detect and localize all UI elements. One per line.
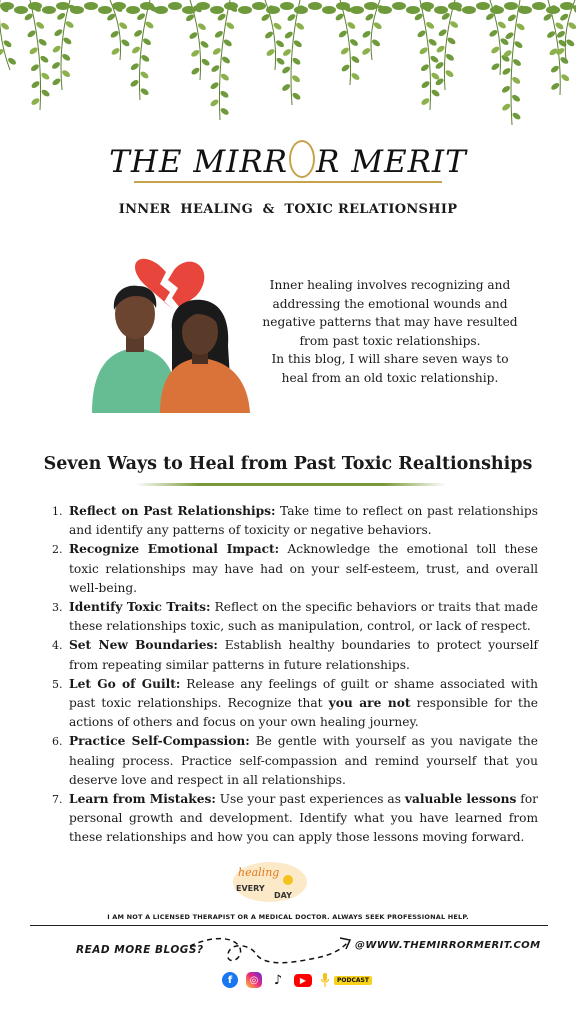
step-number: 4. <box>52 639 63 653</box>
step-text: Establish healthy boundaries to protect yourself from repeating similar patterns in future relationships. <box>69 638 538 672</box>
vine-leaf <box>392 2 406 10</box>
vine-leaf <box>511 76 521 85</box>
vine-leaf <box>559 12 569 21</box>
vine-leaf <box>51 61 61 70</box>
vine-leaf <box>51 77 61 86</box>
vine-leaf <box>449 20 459 29</box>
footer-divider <box>30 925 548 926</box>
vine-leaf <box>142 37 152 46</box>
vine-leaf <box>416 29 426 38</box>
vine-leaf <box>425 21 435 30</box>
intro-line: from past toxic relationships. <box>299 333 481 348</box>
vine-leaf <box>154 6 168 14</box>
vine-leaf <box>501 102 511 111</box>
vine-leaf <box>322 6 336 14</box>
vine-leaf <box>144 20 154 29</box>
intro-line: addressing the emotional wounds and <box>272 296 508 311</box>
vine-leaf <box>350 6 364 14</box>
vine-leaf <box>430 88 440 97</box>
section-title: Seven Ways to Heal from Past Toxic Realtionships <box>43 454 533 474</box>
step-title: Practice Self-Compassion: <box>69 734 250 749</box>
vine-leaf <box>219 90 229 99</box>
step-text: Reflect on the specific behaviors or traits that made these relationships toxic, such as manipulation, control, or lack of respect. <box>69 600 538 634</box>
intro-line: Inner healing involves recognizing and <box>269 278 511 292</box>
podcast-label[interactable]: PODCAST <box>334 976 372 985</box>
vine-leaf <box>225 21 235 30</box>
vine-leaf <box>84 2 98 10</box>
vine-leaf <box>550 82 560 91</box>
vine-leaf <box>559 56 569 65</box>
step-emphasis: valuable lessons <box>404 792 517 807</box>
website-link[interactable]: @WWW.THEMIRRORMERIT.COM <box>355 940 541 951</box>
step-title: Let Go of Guilt: <box>69 676 181 691</box>
list-item <box>52 598 538 636</box>
vine-leaf <box>350 72 360 81</box>
youtube-icon[interactable]: ▶ <box>294 974 312 987</box>
vine-leaf <box>280 2 294 10</box>
social-links <box>222 970 372 990</box>
tiktok-icon[interactable]: ♪ <box>270 972 286 988</box>
vine-leaf <box>272 22 282 31</box>
vine-leaf <box>35 21 45 30</box>
vine-leaf <box>513 40 523 49</box>
read-more-blogs-text: READ MORE BLOGS? <box>76 944 204 956</box>
vine-leaf <box>371 38 381 47</box>
vine-leaf <box>501 85 511 94</box>
vine-leaf <box>542 13 552 22</box>
vine-leaf <box>190 66 200 75</box>
list-item <box>52 675 538 733</box>
vine-leaf <box>238 6 252 14</box>
vine-leaf <box>420 63 430 72</box>
vine-leaf <box>223 38 233 47</box>
vine-leaf <box>28 46 38 55</box>
dashed-arrow-icon <box>186 928 356 972</box>
vine-leaf <box>266 6 280 14</box>
vine-leaf <box>182 6 196 14</box>
vine-leaf <box>565 38 575 47</box>
vine-leaf <box>64 20 74 29</box>
list-item <box>52 732 538 790</box>
vine-leaf <box>560 2 574 10</box>
vine-leaf <box>129 79 139 88</box>
intro-paragraph <box>260 276 520 387</box>
sun-icon <box>283 875 293 885</box>
healing-every-day-badge <box>230 858 310 904</box>
podcast-mic-icon[interactable] <box>320 972 330 988</box>
vine-leaf <box>490 45 500 54</box>
vine-leaf <box>139 87 149 96</box>
vine-leaf <box>361 47 371 56</box>
vine-leaf <box>445 53 455 62</box>
vine-leaf <box>0 2 14 10</box>
vine-stem <box>340 0 351 85</box>
vine-leaf <box>37 38 47 47</box>
vine-leaf <box>23 12 33 21</box>
vine-leaf <box>349 38 359 47</box>
vine-leaf <box>501 67 511 76</box>
vine-leaf <box>210 64 220 73</box>
brand-text-end: R MERIT <box>316 144 467 180</box>
vine-leaf <box>214 30 224 39</box>
step-text: Acknowledge the emotional toll these toxic relationships may have had on your self-esteem, trust, and overall well-being. <box>69 542 538 595</box>
vine-leaf <box>504 2 518 10</box>
step-text: Take time to reflect on past relationships and identify any patterns of toxicity or negative behaviors. <box>69 504 538 538</box>
woman-figure <box>160 300 250 413</box>
vine-leaf <box>291 92 301 101</box>
vine-leaf <box>364 12 374 21</box>
vine-leaf <box>197 22 207 31</box>
vine-leaf <box>490 6 504 14</box>
vine-leaf <box>252 2 266 10</box>
badge-line-3: DAY <box>274 891 292 900</box>
vine-leaf <box>546 6 560 14</box>
vine-leaf <box>61 53 71 62</box>
vine-leaf <box>56 12 66 21</box>
step-number: 6. <box>52 735 63 749</box>
vine-leaf <box>427 38 437 47</box>
vine-leaf <box>294 6 308 14</box>
vine-leaf <box>30 80 40 89</box>
vine-leaf <box>130 62 140 71</box>
vine-leaf <box>210 6 224 14</box>
vine-leaf <box>291 74 301 83</box>
vine-leaf <box>168 2 182 10</box>
vine-leaf <box>490 62 500 71</box>
vine-leaf <box>30 63 40 72</box>
step-number: 5. <box>52 677 63 691</box>
step-title: Learn from Mistakes: <box>69 792 216 807</box>
vine-leaf <box>406 6 420 14</box>
vine-leaf <box>28 2 42 10</box>
vine-leaf <box>118 21 128 30</box>
vine-leaf <box>26 29 36 38</box>
vine-leaf <box>429 55 439 64</box>
vine-leaf <box>340 63 350 72</box>
vine-leaf <box>372 21 382 30</box>
vine-leaf <box>511 94 521 103</box>
vine-leaf <box>560 73 570 82</box>
vine-leaf <box>550 64 560 73</box>
vine-leaf <box>14 6 28 14</box>
vine-leaf <box>435 44 445 53</box>
vine-leaf <box>53 28 63 37</box>
vine-leaf <box>133 29 143 38</box>
vine-leaf <box>136 12 146 21</box>
vine-leaf <box>346 21 356 30</box>
vine-leaf <box>70 6 84 14</box>
vine-leaf <box>265 48 275 57</box>
vine-leaf <box>515 22 525 31</box>
list-item <box>52 502 538 540</box>
vine-leaf <box>185 13 195 22</box>
vine-leaf <box>295 22 305 31</box>
vine-leaf <box>212 47 222 56</box>
vine-leaf <box>61 69 71 78</box>
vine-leaf <box>51 44 61 53</box>
vine-leaf <box>2 39 12 48</box>
vine-leaf <box>200 58 210 67</box>
vine-leaf <box>364 2 378 10</box>
vine-leaf <box>488 29 498 38</box>
vine-leaf <box>126 6 140 14</box>
vine-leaf <box>336 2 350 10</box>
vine-leaf <box>286 13 296 22</box>
vine-leaf <box>275 39 285 48</box>
vine-leaf <box>444 69 454 78</box>
vine-leaf <box>209 81 219 90</box>
brand-logo <box>0 140 576 180</box>
vine-leaf <box>139 70 149 79</box>
healing-steps-list <box>52 502 538 848</box>
step-number: 1. <box>52 505 63 518</box>
vine-leaf <box>434 6 448 14</box>
step-number: 2. <box>52 543 63 557</box>
vine-leaf <box>112 2 126 10</box>
vine-leaf <box>188 31 198 40</box>
step-text-continued: for personal growth and development. Identify what you have learned from these relationships and how you can apply those lessons moving forward. <box>69 792 538 845</box>
step-number: 7. <box>52 793 63 807</box>
section-title-underline <box>136 483 446 486</box>
vine-leaf <box>448 2 462 10</box>
vine-leaf <box>56 2 70 10</box>
vine-leaf <box>338 29 348 38</box>
vine-leaf <box>42 6 56 14</box>
disclaimer-text: I AM NOT A LICENSED THERAPIST OR A MEDICAL DOCTOR. ALWAYS SEEK PROFESSIONAL HELP. <box>107 913 469 921</box>
vine-leaf <box>140 2 154 10</box>
vine-leaf <box>199 40 209 49</box>
hanging-vines-decoration <box>0 0 576 140</box>
vine-leaf <box>281 83 291 92</box>
vine-leaf <box>224 2 238 10</box>
vine-leaf <box>504 31 514 40</box>
vine-leaf <box>281 65 291 74</box>
vine-leaf <box>40 88 50 97</box>
vine-leaf <box>446 36 456 45</box>
vine-leaf <box>39 55 49 64</box>
vine-leaf <box>109 30 119 39</box>
vine-leaf <box>350 55 360 64</box>
vine-leaf <box>0 22 10 31</box>
vine-leaf <box>30 97 40 106</box>
step-title: Reflect on Past Relationships: <box>69 504 276 518</box>
step-text: Release any feelings of guilt or shame associated with past toxic relationships. Recognize that <box>69 676 538 711</box>
vine-leaf <box>293 39 303 48</box>
vine-leaf <box>291 57 301 66</box>
vine-leaf <box>282 48 292 57</box>
step-emphasis: you are not <box>328 696 411 711</box>
vine-leaf <box>284 30 294 39</box>
list-item <box>52 636 538 674</box>
vine-leaf <box>512 58 522 67</box>
vine-leaf <box>120 38 130 47</box>
vine-leaf <box>140 54 150 63</box>
vine-leaf <box>190 49 200 58</box>
vine-leaf <box>507 13 517 22</box>
vine-leaf <box>361 30 371 39</box>
vine-leaf <box>557 38 567 47</box>
step-title: Set New Boundaries: <box>69 638 218 653</box>
intro-line: negative patterns that may have resulted <box>262 315 518 329</box>
vine-leaf <box>518 6 532 14</box>
vine-leaf <box>462 6 476 14</box>
brand-text-start: THE MIRR <box>109 144 289 180</box>
step-text: Use your past experiences as <box>215 792 405 807</box>
step-text: Be gentle with yourself as you navigate the healing process. Practice self-compassion and remind yourself that you deserve love and respect in all relationships. <box>69 734 538 787</box>
brand-underline <box>134 181 442 183</box>
vine-leaf <box>131 45 141 54</box>
vine-leaf <box>264 30 274 39</box>
vine-leaf <box>497 20 507 29</box>
list-item <box>52 540 538 598</box>
badge-line-1: healing <box>238 866 280 879</box>
vine-leaf <box>378 6 392 14</box>
vine-leaf <box>40 71 50 80</box>
vine-leaf <box>546 30 556 39</box>
vine-leaf <box>420 97 430 106</box>
vine-leaf <box>98 6 112 14</box>
vine-leaf <box>554 21 564 30</box>
intro-line: In this blog, I will share seven ways to <box>271 352 509 366</box>
intro-line: heal from an old toxic relationship. <box>281 370 499 385</box>
vine-leaf <box>62 36 72 45</box>
vine-leaf <box>420 2 434 10</box>
vine-leaf <box>420 80 430 89</box>
badge-line-2: EVERY <box>236 884 265 893</box>
vine-leaf <box>110 47 120 56</box>
step-title: Identify Toxic Traits: <box>69 600 211 615</box>
step-text-continued: responsible for the actions of others and focus on your own healing journey. <box>69 696 539 730</box>
vine-leaf <box>556 30 566 39</box>
step-title: Recognize Emotional Impact: <box>69 542 280 557</box>
vine-leaf <box>340 46 350 55</box>
vine-leaf <box>308 2 322 10</box>
vine-leaf <box>511 111 521 120</box>
vine-leaf <box>209 98 219 107</box>
vine-leaf <box>532 2 546 10</box>
vine-leaf <box>476 2 490 10</box>
list-item <box>52 790 538 848</box>
facebook-icon[interactable]: f <box>222 972 238 988</box>
vine-leaf <box>220 72 230 81</box>
instagram-icon[interactable]: ◎ <box>246 972 262 988</box>
page-subtitle: INNER HEALING & TOXIC RELATIONSHIP <box>118 202 458 217</box>
vine-leaf <box>196 2 210 10</box>
vine-leaf <box>219 107 229 116</box>
broken-heart-couple-illustration <box>88 258 258 418</box>
vine-leaf <box>418 46 428 55</box>
step-number: 3. <box>52 601 63 615</box>
vine-leaf <box>437 28 447 37</box>
mirror-icon <box>289 140 315 178</box>
vine-leaf <box>221 55 231 64</box>
vine-leaf <box>334 12 344 21</box>
vine-leaf <box>275 57 285 66</box>
